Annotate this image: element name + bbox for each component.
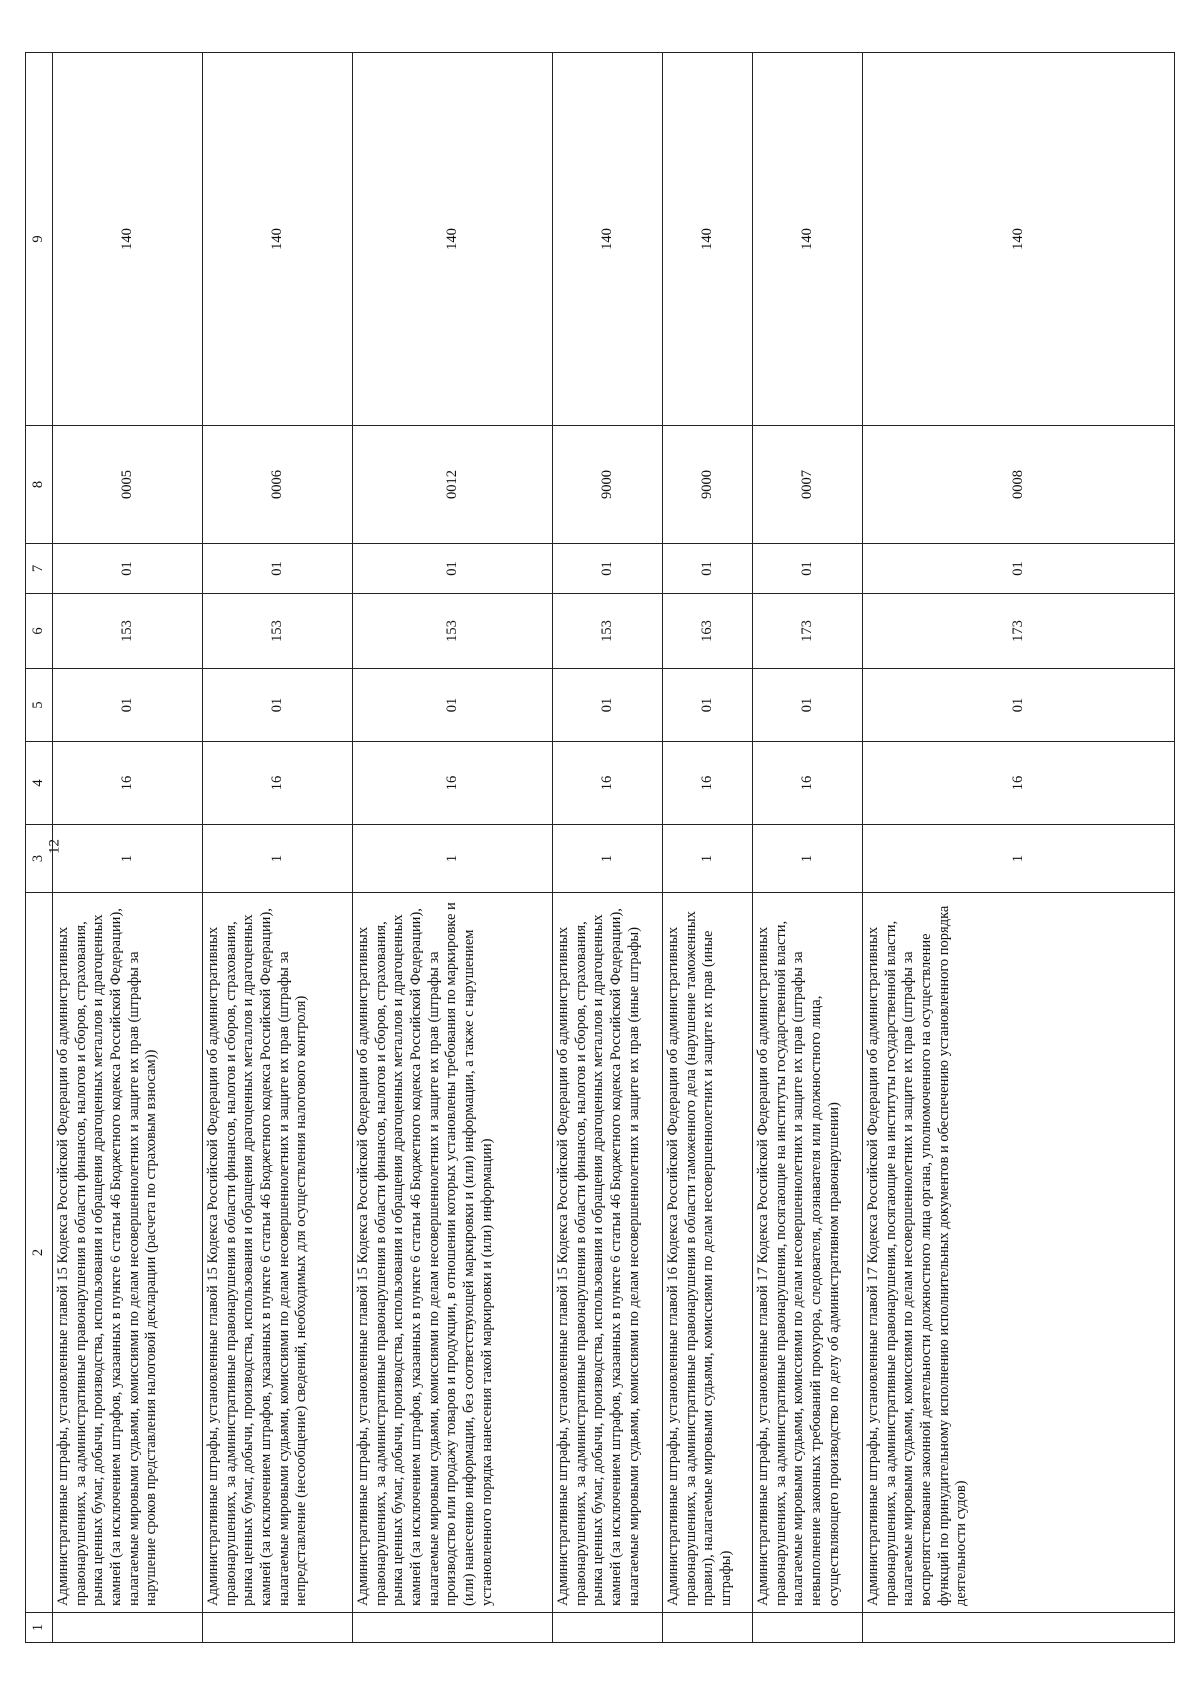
description-cell: Административные штрафы, установленные главой 15 Кодекса Российской Федерации об административных правонарушениях, за административные правонарушения в области финансов, налогов и сборов, страхования, рынка ценных бумаг, добычи, производства, использования и обращения драгоценных металлов и драгоценных камней (за исключением штрафов, указанных в пункте 6 статьи 46 Бюджетного кодекса Российской Федерации), налагаемые мировыми судьями, комиссиями по делам несовершеннолетних и защите их прав (иные штрафы) xyxy=(553,893,663,1613)
table-row xyxy=(53,53,203,1643)
row-number-cell xyxy=(753,1613,863,1643)
code-cell: 140 xyxy=(553,53,663,426)
table-row xyxy=(663,53,753,1643)
budget-codes-table xyxy=(25,52,1175,1643)
code-cell: 01 xyxy=(353,544,553,594)
code-cell: 0012 xyxy=(353,426,553,544)
code-cell: 173 xyxy=(863,594,1175,669)
code-cell: 16 xyxy=(53,742,203,825)
code-cell: 1 xyxy=(203,825,353,893)
row-number-cell xyxy=(53,1613,203,1643)
code-cell: 01 xyxy=(53,544,203,594)
code-cell: 9000 xyxy=(663,426,753,544)
column-header: 9 xyxy=(26,53,53,426)
column-header: 2 xyxy=(26,893,53,1613)
code-cell: 153 xyxy=(53,594,203,669)
code-cell: 16 xyxy=(353,742,553,825)
description-cell: Административные штрафы, установленные главой 15 Кодекса Российской Федерации об административных правонарушениях, за административные правонарушения в области финансов, налогов и сборов, страхования, рынка ценных бумаг, добычи, производства, использования и обращения драгоценных металлов и драгоценных камней (за исключением штрафов, указанных в пункте 6 статьи 46 Бюджетного кодекса Российской Федерации), налагаемые мировыми судьями, комиссиями по делам несовершеннолетних и защите их прав (штрафы за производство или продажу товаров и продукции, в отношении которых установлены требования по маркировке и (или) нанесению информации, без соответствующей маркировки и (или) информации, а также с нарушением установленного порядка нанесения такой маркировки и (или) информации) xyxy=(353,893,553,1613)
description-cell: Административные штрафы, установленные главой 17 Кодекса Российской Федерации об административных правонарушениях, за административные правонарушения, посягающие на институты государственной власти, налагаемые мировыми судьями, комиссиями по делам несовершеннолетних и защите их прав (штрафы за невыполнение законных требований прокурора, следователя, дознавателя или должностного лица, осуществляющего производство по делу об административном правонарушении) xyxy=(753,893,863,1613)
code-cell: 9000 xyxy=(553,426,663,544)
code-cell: 1 xyxy=(863,825,1175,893)
page-number: 12 xyxy=(46,839,63,854)
code-cell: 1 xyxy=(663,825,753,893)
description-cell: Административные штрафы, установленные главой 15 Кодекса Российской Федерации об административных правонарушениях, за административные правонарушения в области финансов, налогов и сборов, страхования, рынка ценных бумаг, добычи, производства, использования и обращения драгоценных металлов и драгоценных камней (за исключением штрафов, указанных в пункте 6 статьи 46 Бюджетного кодекса Российской Федерации), налагаемые мировыми судьями, комиссиями по делам несовершеннолетних и защите их прав (штрафы за нарушение сроков представления налоговой декларации (расчета по страховым взносам)) xyxy=(53,893,203,1613)
code-cell: 140 xyxy=(753,53,863,426)
code-cell: 0005 xyxy=(53,426,203,544)
code-cell: 01 xyxy=(863,669,1175,742)
code-cell: 01 xyxy=(863,544,1175,594)
code-cell: 16 xyxy=(863,742,1175,825)
code-cell: 16 xyxy=(663,742,753,825)
code-cell: 1 xyxy=(753,825,863,893)
code-cell: 1 xyxy=(553,825,663,893)
code-cell: 140 xyxy=(203,53,353,426)
code-cell: 01 xyxy=(203,544,353,594)
table-row xyxy=(863,53,1175,1643)
code-cell: 140 xyxy=(863,53,1175,426)
row-number-cell xyxy=(203,1613,353,1643)
header-row xyxy=(26,53,53,1643)
code-cell: 01 xyxy=(203,669,353,742)
code-cell: 01 xyxy=(663,544,753,594)
row-number-cell xyxy=(863,1613,1175,1643)
code-cell: 01 xyxy=(553,544,663,594)
column-header: 8 xyxy=(26,426,53,544)
code-cell: 0006 xyxy=(203,426,353,544)
table-row xyxy=(753,53,863,1643)
row-number-cell xyxy=(553,1613,663,1643)
column-header: 6 xyxy=(26,594,53,669)
row-number-cell xyxy=(663,1613,753,1643)
table-row xyxy=(353,53,553,1643)
code-cell: 01 xyxy=(753,669,863,742)
code-cell: 16 xyxy=(203,742,353,825)
table-row xyxy=(553,53,663,1643)
column-header: 4 xyxy=(26,742,53,825)
code-cell: 140 xyxy=(663,53,753,426)
column-header: 3 xyxy=(26,825,53,893)
code-cell: 01 xyxy=(753,544,863,594)
code-cell: 0008 xyxy=(863,426,1175,544)
code-cell: 153 xyxy=(353,594,553,669)
code-cell: 01 xyxy=(553,669,663,742)
code-cell: 0007 xyxy=(753,426,863,544)
code-cell: 153 xyxy=(553,594,663,669)
code-cell: 140 xyxy=(53,53,203,426)
column-header: 7 xyxy=(26,544,53,594)
description-cell: Административные штрафы, установленные главой 17 Кодекса Российской Федерации об административных правонарушениях, за административные правонарушения, посягающие на институты государственной власти, налагаемые мировыми судьями, комиссиями по делам несовершеннолетних и защите их прав (штрафы за воспрепятствование законной деятельности должностного лица органа, уполномоченного на осуществление функций по принудительному исполнению исполнительных документов и обеспечению установленного порядка деятельности судов) xyxy=(863,893,1175,1613)
column-header: 5 xyxy=(26,669,53,742)
code-cell: 140 xyxy=(353,53,553,426)
code-cell: 01 xyxy=(663,669,753,742)
code-cell: 163 xyxy=(663,594,753,669)
code-cell: 1 xyxy=(53,825,203,893)
table-row xyxy=(203,53,353,1643)
description-cell: Административные штрафы, установленные главой 15 Кодекса Российской Федерации об административных правонарушениях, за административные правонарушения в области финансов, налогов и сборов, страхования, рынка ценных бумаг, добычи, производства, использования и обращения драгоценных металлов и драгоценных камней (за исключением штрафов, указанных в пункте 6 статьи 46 Бюджетного кодекса Российской Федерации), налагаемые мировыми судьями, комиссиями по делам несовершеннолетних и защите их прав (штрафы за непредставление (несообщение) сведений, необходимых для осуществления налогового контроля) xyxy=(203,893,353,1613)
code-cell: 16 xyxy=(753,742,863,825)
code-cell: 153 xyxy=(203,594,353,669)
rotated-table-container xyxy=(25,53,1175,1643)
code-cell: 16 xyxy=(553,742,663,825)
code-cell: 01 xyxy=(353,669,553,742)
code-cell: 1 xyxy=(353,825,553,893)
code-cell: 01 xyxy=(53,669,203,742)
description-cell: Административные штрафы, установленные главой 16 Кодекса Российской Федерации об административных правонарушениях, за административные правонарушения в области таможенного дела (нарушение таможенных правил), налагаемые мировыми судьями, комиссиями по делам несовершеннолетних и защите их прав (иные штрафы) xyxy=(663,893,753,1613)
row-number-cell xyxy=(353,1613,553,1643)
column-header: 1 xyxy=(26,1613,53,1643)
code-cell: 173 xyxy=(753,594,863,669)
